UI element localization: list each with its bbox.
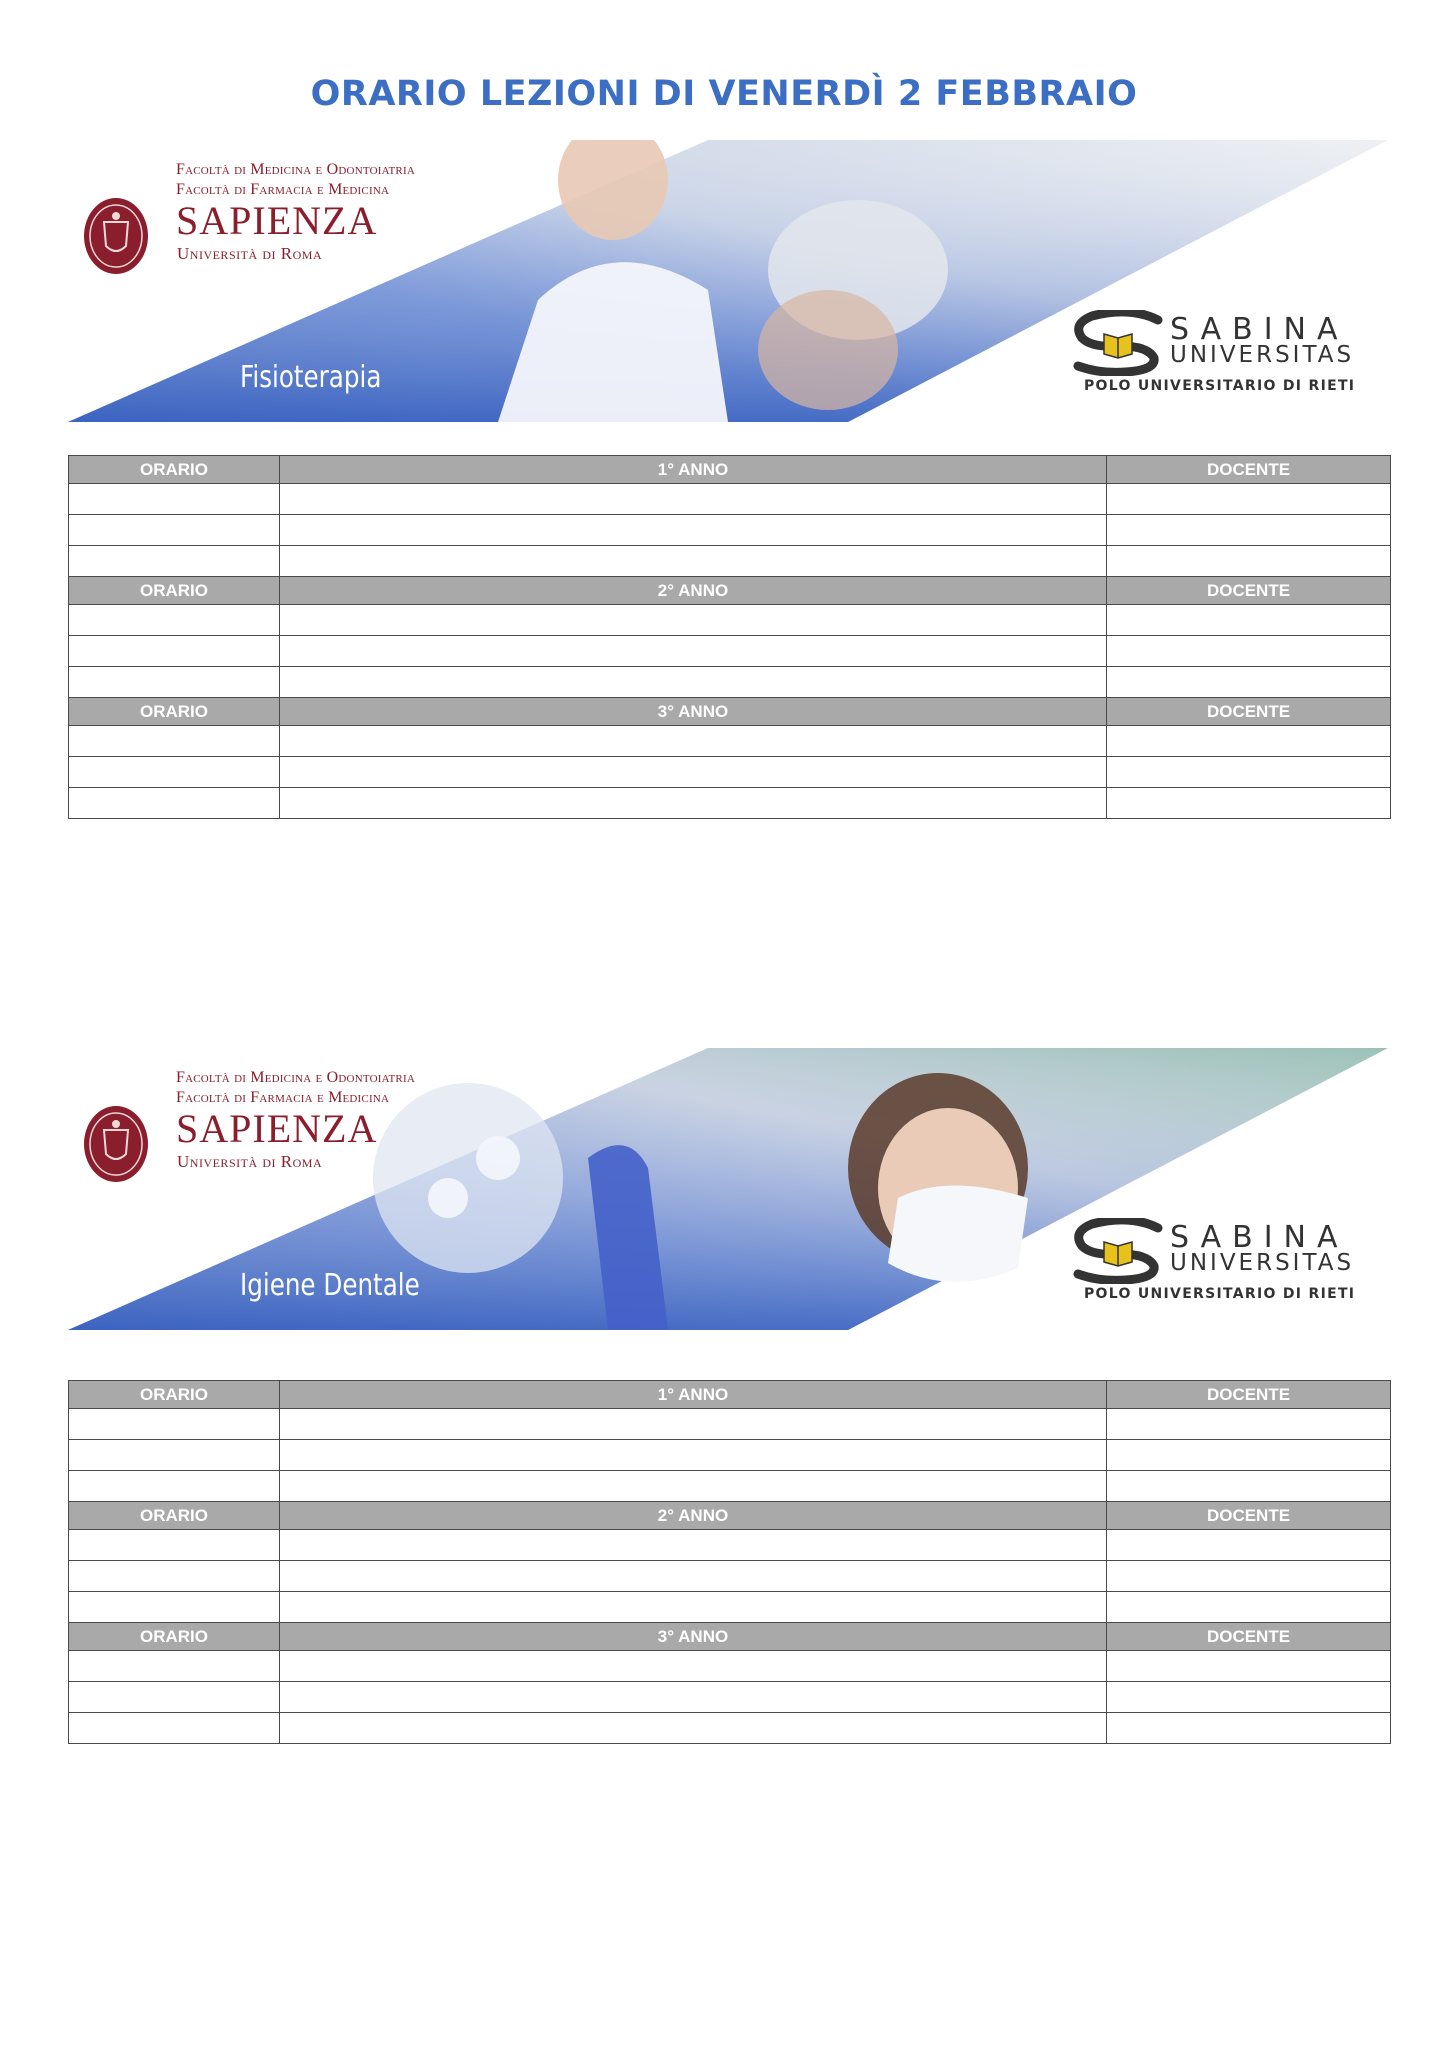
orario-cell[interactable]: [69, 757, 280, 788]
lesson-cell[interactable]: [280, 788, 1107, 819]
orario-cell[interactable]: [69, 1682, 280, 1713]
col-orario-header: ORARIO: [69, 456, 280, 484]
col-docente-header: DOCENTE: [1107, 456, 1391, 484]
docente-cell[interactable]: [1107, 1440, 1391, 1471]
lesson-cell[interactable]: [280, 1592, 1107, 1623]
orario-cell[interactable]: [69, 1471, 280, 1502]
lesson-cell[interactable]: [280, 484, 1107, 515]
col-anno-header: 3° ANNO: [280, 698, 1107, 726]
col-docente-header: DOCENTE: [1107, 1502, 1391, 1530]
sabina-s-book-icon: [1070, 1218, 1166, 1284]
table-row: [69, 484, 1391, 515]
table-row: [69, 515, 1391, 546]
banner-igiene-dentale: [68, 1048, 1388, 1330]
faculty-lines: [176, 160, 415, 200]
docente-cell[interactable]: [1107, 1530, 1391, 1561]
lesson-cell[interactable]: [280, 636, 1107, 667]
faculty-line-2: Facoltà di Farmacia e Medicina: [176, 1089, 390, 1106]
lesson-cell[interactable]: [280, 546, 1107, 577]
orario-cell[interactable]: [69, 1713, 280, 1744]
col-anno-header: 1° ANNO: [280, 456, 1107, 484]
docente-cell[interactable]: [1107, 605, 1391, 636]
table-header-row: [69, 456, 1391, 484]
col-docente-header: DOCENTE: [1107, 577, 1391, 605]
docente-cell[interactable]: [1107, 757, 1391, 788]
faculty-line-2: Facoltà di Farmacia e Medicina: [176, 181, 390, 198]
course-name: Igiene Dentale: [240, 1268, 420, 1303]
sapienza-seal-icon: [82, 196, 150, 276]
docente-cell[interactable]: [1107, 1592, 1391, 1623]
lesson-cell[interactable]: [280, 515, 1107, 546]
partner-name: SABINA: [1170, 312, 1349, 347]
university-name: SAPIENZA: [176, 1106, 378, 1151]
sabina-s-book-icon: [1070, 310, 1166, 376]
col-orario-header: ORARIO: [69, 1623, 280, 1651]
partner-sub: POLO UNIVERSITARIO DI RIETI: [1084, 1286, 1356, 1302]
table-row: [69, 1592, 1391, 1623]
orario-cell[interactable]: [69, 1651, 280, 1682]
table-row: [69, 1409, 1391, 1440]
table-row: [69, 1440, 1391, 1471]
col-anno-header: 3° ANNO: [280, 1623, 1107, 1651]
schedule-table-fisioterapia: [68, 455, 1391, 819]
docente-cell[interactable]: [1107, 1713, 1391, 1744]
col-orario-header: ORARIO: [69, 698, 280, 726]
table-row: [69, 788, 1391, 819]
docente-cell[interactable]: [1107, 546, 1391, 577]
university-name: SAPIENZA: [176, 198, 378, 243]
lesson-cell[interactable]: [280, 605, 1107, 636]
schedule-table-igiene-dentale: [68, 1380, 1391, 1744]
col-anno-header: 2° ANNO: [280, 577, 1107, 605]
banner-fisioterapia: [68, 140, 1388, 422]
table-row: [69, 1713, 1391, 1744]
table-row: [69, 605, 1391, 636]
sabina-universitas-logo: [1070, 1218, 1380, 1308]
lesson-cell[interactable]: [280, 667, 1107, 698]
orario-cell[interactable]: [69, 1592, 280, 1623]
lesson-cell[interactable]: [280, 1713, 1107, 1744]
orario-cell[interactable]: [69, 1440, 280, 1471]
lesson-cell[interactable]: [280, 1561, 1107, 1592]
table-header-row: [69, 698, 1391, 726]
docente-cell[interactable]: [1107, 515, 1391, 546]
faculty-line-1: Facoltà di Medicina e Odontoiatria: [176, 161, 415, 178]
table-row: [69, 1530, 1391, 1561]
table-header-row: [69, 1381, 1391, 1409]
table-row: [69, 546, 1391, 577]
orario-cell[interactable]: [69, 515, 280, 546]
lesson-cell[interactable]: [280, 1530, 1107, 1561]
col-docente-header: DOCENTE: [1107, 1623, 1391, 1651]
course-name: Fisioterapia: [240, 360, 382, 395]
orario-cell[interactable]: [69, 1409, 280, 1440]
docente-cell[interactable]: [1107, 1651, 1391, 1682]
partner-name-2: UNIVERSITAS: [1170, 1250, 1355, 1276]
docente-cell[interactable]: [1107, 1409, 1391, 1440]
col-docente-header: DOCENTE: [1107, 1381, 1391, 1409]
docente-cell[interactable]: [1107, 1682, 1391, 1713]
orario-cell[interactable]: [69, 605, 280, 636]
table-row: [69, 667, 1391, 698]
table-header-row: [69, 1623, 1391, 1651]
col-orario-header: ORARIO: [69, 1502, 280, 1530]
partner-name-2: UNIVERSITAS: [1170, 342, 1355, 368]
docente-cell[interactable]: [1107, 1561, 1391, 1592]
docente-cell[interactable]: [1107, 1471, 1391, 1502]
page-title: ORARIO LEZIONI DI VENERDÌ 2 FEBBRAIO: [310, 74, 1138, 114]
col-orario-header: ORARIO: [69, 577, 280, 605]
table-row: [69, 636, 1391, 667]
orario-cell[interactable]: [69, 726, 280, 757]
partner-sub: POLO UNIVERSITARIO DI RIETI: [1084, 378, 1356, 394]
table-row: [69, 1682, 1391, 1713]
table-header-row: [69, 1502, 1391, 1530]
faculty-lines: [176, 1068, 415, 1108]
lesson-cell[interactable]: [280, 1471, 1107, 1502]
docente-cell[interactable]: [1107, 667, 1391, 698]
col-anno-header: 2° ANNO: [280, 1502, 1107, 1530]
lesson-cell[interactable]: [280, 726, 1107, 757]
sapienza-seal-icon: [82, 1104, 150, 1184]
docente-cell[interactable]: [1107, 788, 1391, 819]
table-row: [69, 1471, 1391, 1502]
table-header-row: [69, 577, 1391, 605]
lesson-cell[interactable]: [280, 1682, 1107, 1713]
table-row: [69, 757, 1391, 788]
docente-cell[interactable]: [1107, 726, 1391, 757]
table-row: [69, 1561, 1391, 1592]
col-anno-header: 1° ANNO: [280, 1381, 1107, 1409]
lesson-cell[interactable]: [280, 1651, 1107, 1682]
orario-cell[interactable]: [69, 788, 280, 819]
orario-cell[interactable]: [69, 546, 280, 577]
table-row: [69, 1651, 1391, 1682]
orario-cell[interactable]: [69, 667, 280, 698]
docente-cell[interactable]: [1107, 636, 1391, 667]
orario-cell[interactable]: [69, 484, 280, 515]
partner-name: SABINA: [1170, 1220, 1349, 1255]
col-orario-header: ORARIO: [69, 1381, 280, 1409]
col-docente-header: DOCENTE: [1107, 698, 1391, 726]
table-row: [69, 726, 1391, 757]
lesson-cell[interactable]: [280, 1409, 1107, 1440]
orario-cell[interactable]: [69, 1530, 280, 1561]
docente-cell[interactable]: [1107, 484, 1391, 515]
faculty-line-1: Facoltà di Medicina e Odontoiatria: [176, 1069, 415, 1086]
orario-cell[interactable]: [69, 636, 280, 667]
sabina-universitas-logo: [1070, 310, 1380, 400]
university-sub: Università di Roma: [177, 244, 323, 263]
lesson-cell[interactable]: [280, 1440, 1107, 1471]
orario-cell[interactable]: [69, 1561, 280, 1592]
lesson-cell[interactable]: [280, 757, 1107, 788]
university-sub: Università di Roma: [177, 1152, 323, 1171]
